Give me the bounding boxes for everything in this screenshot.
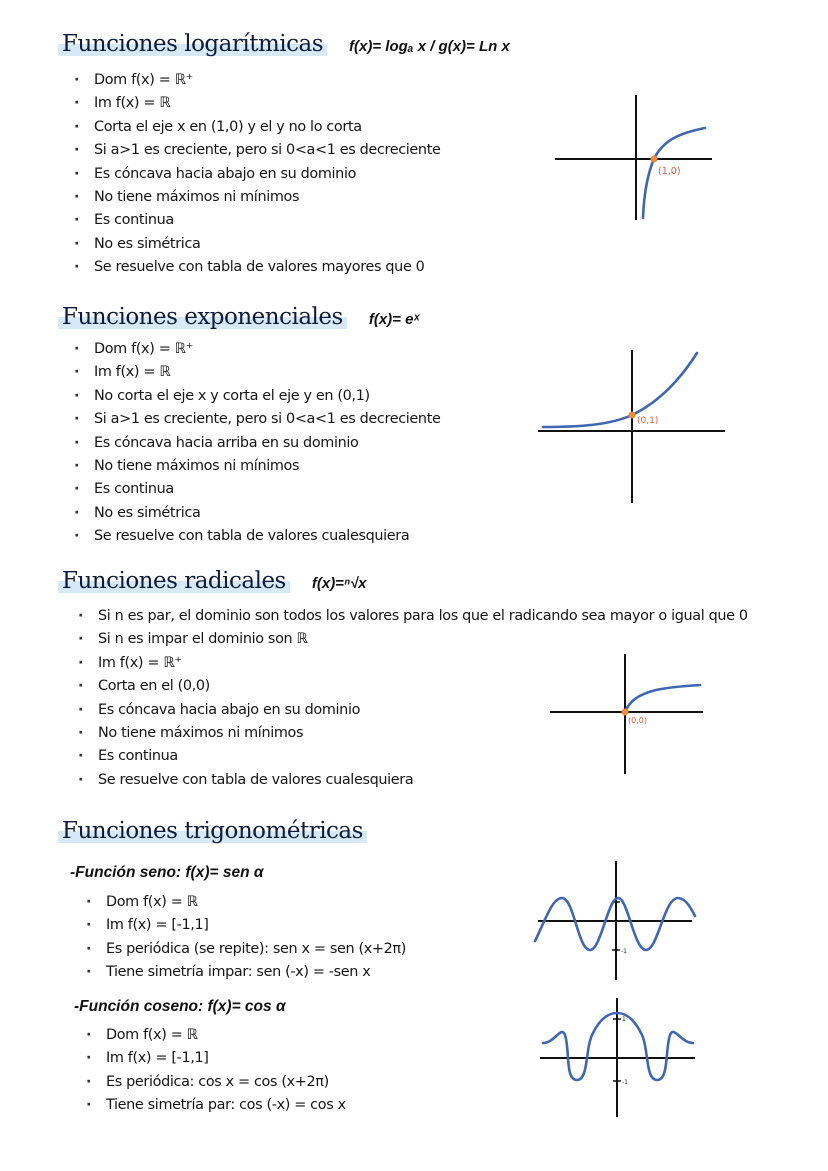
log-property-list xyxy=(74,69,441,280)
list-item: · No es simétrica xyxy=(74,233,441,256)
rad-title-row xyxy=(58,567,366,595)
list-item: · Im f(x) = ℝ xyxy=(74,361,441,384)
exp-intercept-point xyxy=(629,412,636,419)
list-item: · Es cóncava hacia abajo en su dominio xyxy=(74,163,441,186)
log-graph xyxy=(550,90,720,225)
rad-curve xyxy=(625,685,700,712)
rad-formula: f(x)=ⁿ√x xyxy=(311,575,367,592)
exp-title-row xyxy=(58,303,419,331)
sine-title: -Función seno: f(x)= sen α xyxy=(70,864,264,881)
trig-title-row xyxy=(58,817,367,845)
log-formula: f(x)= logₐ x / g(x)= Ln x xyxy=(349,38,510,55)
exp-point-label: (0,1) xyxy=(637,416,659,426)
log-intercept-point xyxy=(651,156,658,163)
tick-label-top: 1 xyxy=(622,1016,626,1023)
log-point-label: (1,0) xyxy=(658,166,681,177)
list-item: · Im f(x) = ℝ xyxy=(74,92,441,115)
log-title-row xyxy=(58,30,510,58)
list-item: · Es continua xyxy=(74,209,441,232)
exp-formula: f(x)= eˣ xyxy=(368,311,420,328)
list-item: · Se resuelve con tabla de valores cualesquiera xyxy=(74,525,441,548)
exp-property-list xyxy=(74,338,441,549)
list-item: · Im f(x) = ℝ⁺ xyxy=(78,652,748,675)
list-item: · Si n es par, el dominio son todos los valores para los que el radicando sea mayor o igual que 0 xyxy=(78,605,748,628)
list-item: · Es cóncava hacia abajo en su dominio xyxy=(78,699,748,722)
list-item: · Si a>1 es creciente, pero si 0<a<1 es decreciente xyxy=(74,139,441,162)
list-item: · No tiene máximos ni mínimos xyxy=(74,455,441,478)
cosine-property-list xyxy=(86,1024,346,1118)
trig-title: Funciones trigonométricas xyxy=(58,817,367,845)
sine-graph xyxy=(530,858,700,983)
list-item: · Es periódica (se repite): sen x = sen (x+2π) xyxy=(86,938,406,961)
rad-graph xyxy=(548,650,708,778)
list-item: · Im f(x) = [-1,1] xyxy=(86,1047,346,1070)
list-item: · Dom f(x) = ℝ⁺ xyxy=(74,69,441,92)
exp-graph xyxy=(535,345,730,507)
list-item: · No es simétrica xyxy=(74,502,441,525)
list-item: · No tiene máximos ni mínimos xyxy=(74,186,441,209)
rad-point-label: (0,0) xyxy=(628,716,647,725)
log-title: Funciones logarítmicas xyxy=(58,30,327,58)
cosine-title: -Función coseno: f(x)= cos α xyxy=(74,998,286,1015)
list-item: · Dom f(x) = ℝ⁺ xyxy=(74,338,441,361)
list-item: · Dom f(x) = ℝ xyxy=(86,891,406,914)
tick-label-bottom: -1 xyxy=(621,948,627,955)
list-item: · Tiene simetría par: cos (-x) = cos x xyxy=(86,1094,346,1117)
list-item: · Dom f(x) = ℝ xyxy=(86,1024,346,1047)
list-item: · Corta el eje x en (1,0) y el y no lo corta xyxy=(74,116,441,139)
list-item: · Im f(x) = [-1,1] xyxy=(86,914,406,937)
exp-title: Funciones exponenciales xyxy=(58,303,347,331)
list-item: · Es continua xyxy=(74,478,441,501)
list-item: · Tiene simetría impar: sen (-x) = -sen x xyxy=(86,961,406,984)
tick-label-bottom: -1 xyxy=(622,1079,628,1086)
list-item: · Si n es impar el dominio son ℝ xyxy=(78,628,748,651)
list-item: · Si a>1 es creciente, pero si 0<a<1 es decreciente xyxy=(74,408,441,431)
list-item: · Es periódica: cos x = cos (x+2π) xyxy=(86,1071,346,1094)
list-item: · No corta el eje x y corta el eje y en (0,1) xyxy=(74,385,441,408)
cosine-graph xyxy=(535,995,700,1120)
sine-property-list xyxy=(86,891,406,985)
list-item: · Corta en el (0,0) xyxy=(78,675,748,698)
list-item: · Es cóncava hacia arriba en su dominio xyxy=(74,432,441,455)
tick-label-top: 1 xyxy=(621,899,625,906)
list-item: · Se resuelve con tabla de valores mayores que 0 xyxy=(74,256,441,279)
list-item: · No tiene máximos ni mínimos xyxy=(78,722,748,745)
rad-title: Funciones radicales xyxy=(58,567,290,595)
list-item: · Se resuelve con tabla de valores cualesquiera xyxy=(78,769,748,792)
exp-curve xyxy=(543,353,697,427)
rad-origin-point xyxy=(622,709,629,716)
list-item: · Es continua xyxy=(78,745,748,768)
